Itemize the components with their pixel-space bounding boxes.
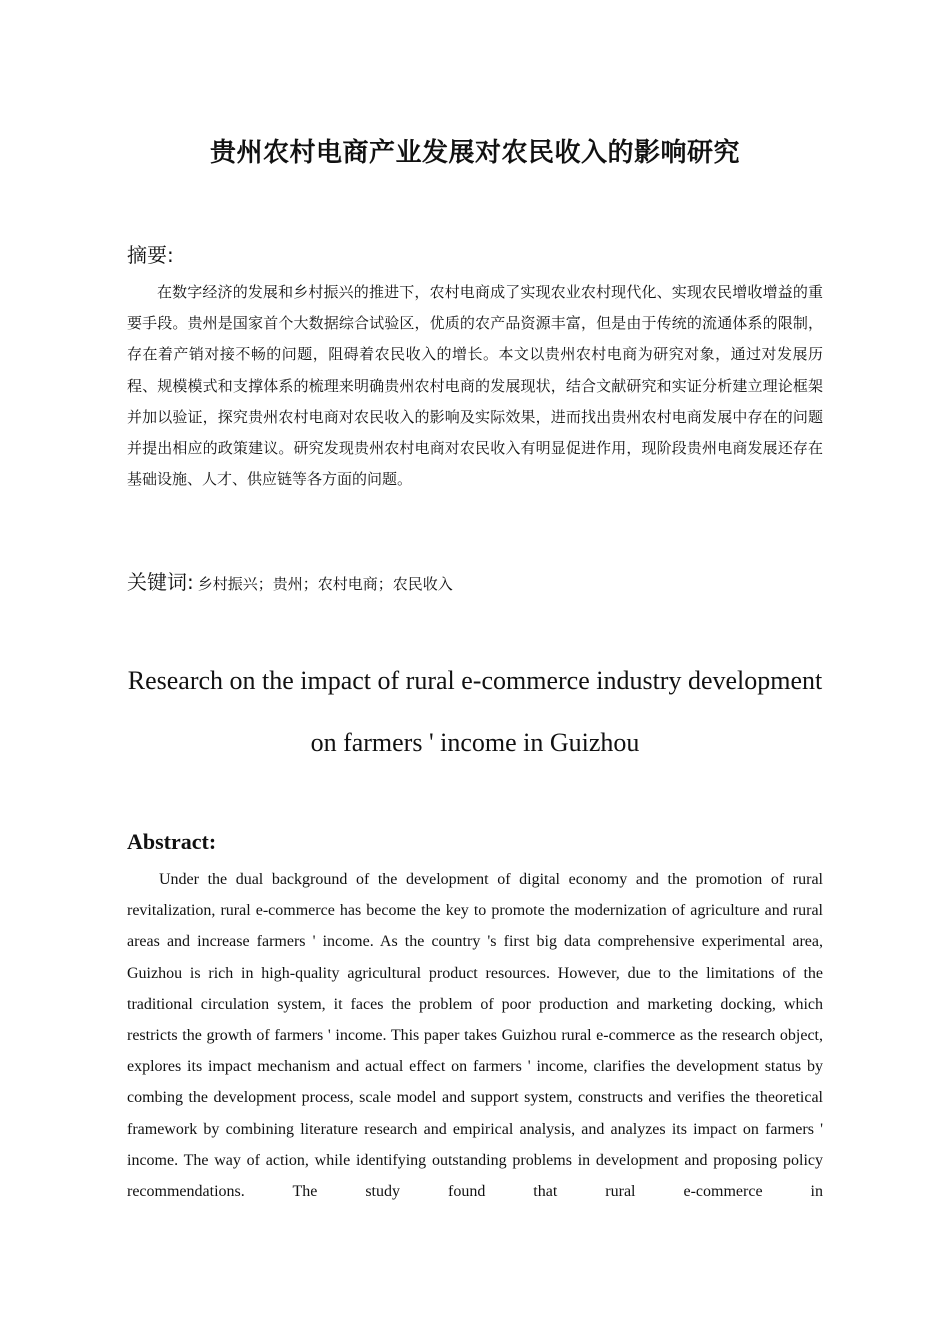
chinese-keywords-list: 乡村振兴；贵州；农村电商；农民收入	[197, 575, 453, 593]
english-abstract-body: Under the dual background of the development of digital economy and the promotion of rural revitalization, rural e-commerce has become the key to promote the modernization of agriculture and rural areas and increase farmers ' income. As the country 's first big data comprehensive experimental area, Guizhou is rich in high-quality agricultural product resources. However, due to the limitations of the traditional circulation system, it faces the problem of poor production and marketing docking, which restricts the growth of farmers ' income. This paper takes Guizhou rural e-commerce as the research object, explores its impact mechanism and actual effect on farmers ' income, clarifies the development status by combing the development process, scale model and support system, constructs and verifies the theoretical framework by combining literature research and empirical analysis, and analyzes its impact on farmers ' income. The way of action, while identifying outstanding problems in development and proposing policy recommendations. The study found that rural e-commerce in	[127, 871, 823, 1201]
chinese-keywords-label: 关键词:	[127, 570, 194, 594]
chinese-title: 贵州农村电商产业发展对农民收入的影响研究	[209, 138, 740, 168]
chinese-keywords	[127, 566, 823, 601]
english-title	[110, 650, 840, 774]
chinese-abstract-heading: 摘要:	[127, 243, 174, 267]
english-title-line-2: on farmers ' income in Guizhou	[310, 728, 640, 757]
english-title-line-1: Research on the impact of rural e-commerce industry development	[127, 666, 823, 695]
chinese-abstract-body: 在数字经济的发展和乡村振兴的推进下，农村电商成了实现农业农村现代化、实现农民增收增益的重要手段。贵州是国家首个大数据综合试验区，优质的农产品资源丰富，但是由于传统的流通体系的限制，存在着产销对接不畅的问题，阻碍着农民收入的增长。本文以贵州农村电商为研究对象，通过对发展历程、规模模式和支撑体系的梳理来明确贵州农村电商的发展现状，结合文献研究和实证分析建立理论框架并加以验证，探究贵州农村电商对农民收入的影响及实际效果，进而找出贵州农村电商发展中存在的问题并提出相应的政策建议。研究发现贵州农村电商对农民收入有明显促进作用，现阶段贵州电商发展还存在基础设施、人才、供应链等各方面的问题。	[127, 283, 823, 489]
english-abstract-heading: Abstract:	[127, 829, 217, 854]
